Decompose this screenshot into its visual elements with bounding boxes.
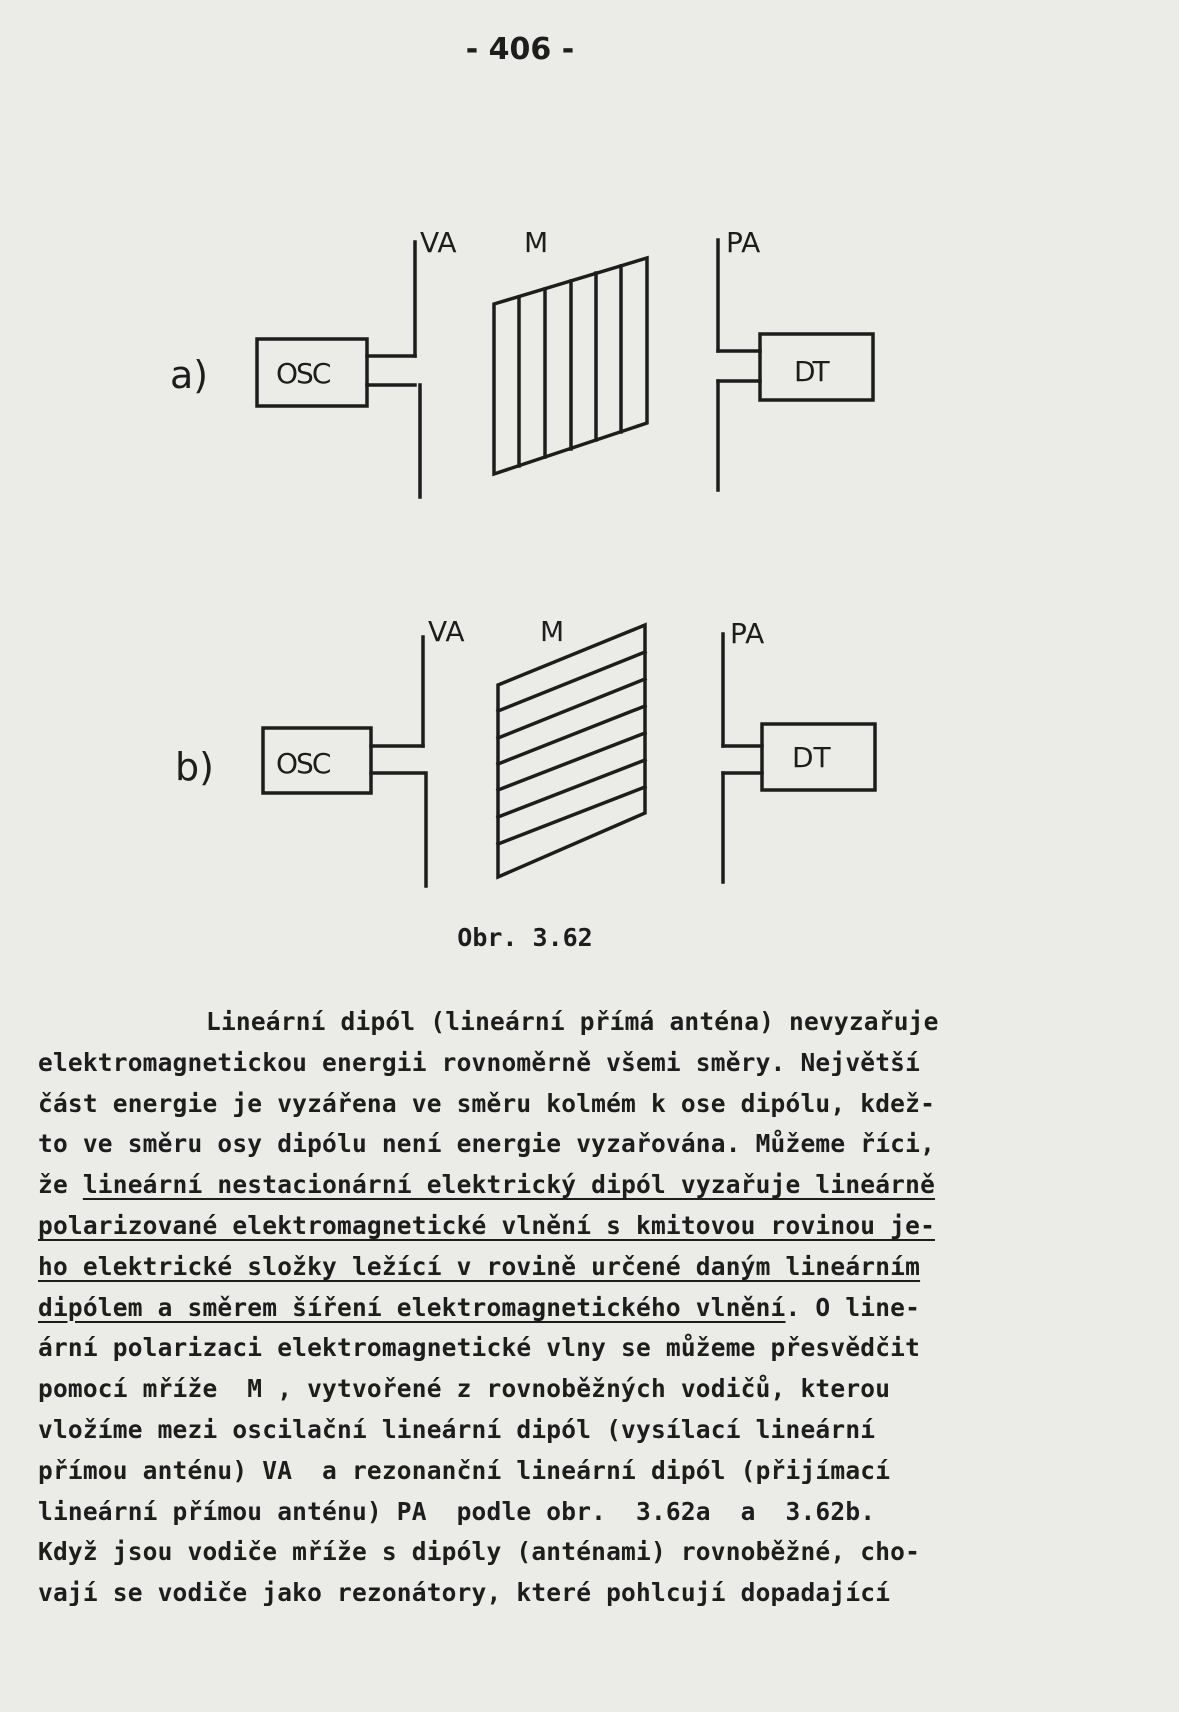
text-line: část energie je vyzářena ve směru kolmém k ose dipólu, kdež- xyxy=(38,1088,936,1118)
pa-label-b: PA xyxy=(730,617,765,650)
text-line xyxy=(38,1165,1058,1206)
va-label-a: VA xyxy=(420,226,457,259)
text-line: elektromagnetickou energii rovnoměrně všemi směry. Největší xyxy=(38,1047,921,1077)
text-line: to ve směru osy dipólu není energie vyzařována. Můžeme říci, xyxy=(38,1129,936,1159)
text-line: lineární přímou anténu) PA podle obr. 3.62a a 3.62b. xyxy=(38,1496,876,1526)
text-line: Lineární dipól (lineární přímá anténa) nevyzařuje xyxy=(206,1007,939,1036)
osc-label-a: OSC xyxy=(276,357,330,390)
pa-label-a: PA xyxy=(726,226,761,259)
text-line: pomocí mříže M , vytvořené z rovnoběžných vodičů, kterou xyxy=(38,1374,891,1404)
figure-caption: Obr. 3.62 xyxy=(457,923,593,952)
dt-label-b: DT xyxy=(792,741,831,774)
text-line: ární polarizaci elektromagnetické vlny se můžeme přesvědčit xyxy=(38,1333,921,1363)
diagram-a-label: a) xyxy=(170,353,209,397)
dt-label-a: DT xyxy=(794,355,827,388)
diagram-a xyxy=(257,240,873,497)
va-label-b: VA xyxy=(428,615,465,648)
text-line xyxy=(38,1288,1058,1329)
text-line: vají se vodiče jako rezonátory, které pohlcují dopadající xyxy=(38,1578,891,1608)
underlined-statement: ho elektrické složky ležící v rovině určené daným lineárním xyxy=(38,1251,921,1281)
underlined-statement: lineární nestacionární elektrický dipól vyzařuje lineárně xyxy=(82,1170,936,1200)
grid-label-b: M xyxy=(540,615,565,648)
osc-label-b: OSC xyxy=(276,747,330,780)
diagram-b xyxy=(263,625,875,886)
grid-label-a: M xyxy=(524,226,549,259)
body-paragraph xyxy=(38,1002,1058,1614)
diagram-b-label: b) xyxy=(175,745,214,789)
grid-m-b xyxy=(498,625,645,877)
text-line: Když jsou vodiče mříže s dipóly (anténami) rovnoběžné, cho- xyxy=(38,1537,921,1567)
underlined-statement: polarizované elektromagnetické vlnění s kmitovou rovinou je- xyxy=(38,1210,936,1240)
text-span: . O line- xyxy=(785,1292,921,1322)
underlined-statement: dipólem a směrem šíření elektromagnetického vlnění xyxy=(38,1292,786,1322)
text-line: přímou anténu) VA a rezonanční lineární dipól (přijímací xyxy=(38,1455,891,1485)
page-number: - 406 - xyxy=(465,32,575,67)
text-line: vložíme mezi oscilační lineární dipól (vysílací lineární xyxy=(38,1414,876,1444)
text-span: že xyxy=(38,1170,83,1200)
